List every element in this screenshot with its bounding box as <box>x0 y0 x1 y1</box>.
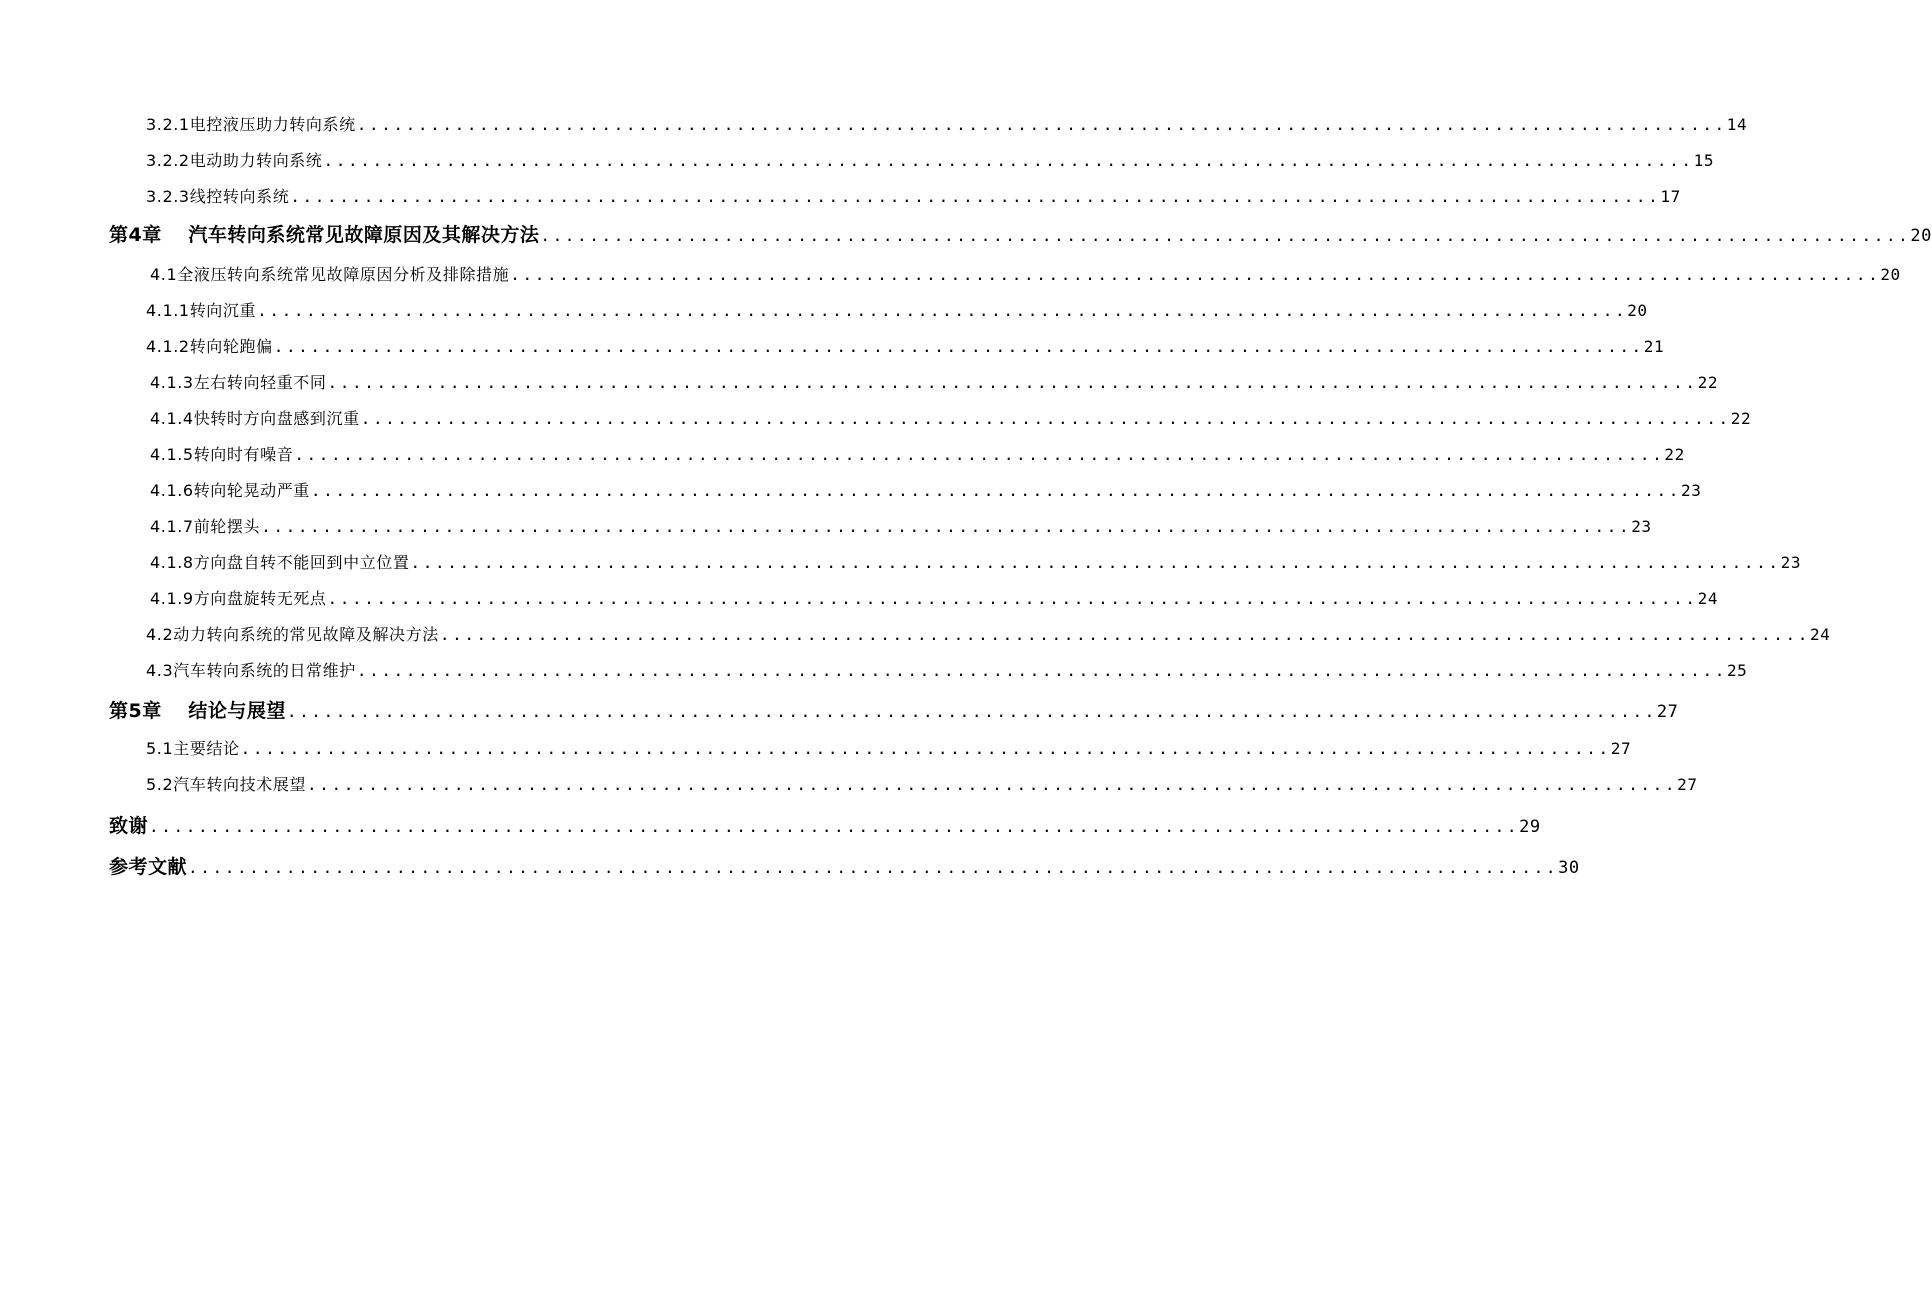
toc-entry-page: 22 <box>1697 373 1719 392</box>
dot-leader: ................................................................................................................ <box>290 187 1661 206</box>
toc-entry-page: 25 <box>1726 661 1748 680</box>
dot-leader: ................................................................................................................ <box>149 817 1520 836</box>
toc-entry-page: 24 <box>1697 589 1719 608</box>
toc-entry-3-2-2 <box>146 148 1715 171</box>
toc-entry-4-1-8 <box>150 550 1802 573</box>
toc-entry-page: 20 <box>1880 265 1901 284</box>
toc-entry-label: 4.1.7前轮摆头 <box>150 517 261 536</box>
dot-leader: ................................................................................................................ <box>540 226 1911 245</box>
toc-entry-label: 5.1主要结论 <box>146 739 240 758</box>
toc-entry-label: 4.1.3左右转向轻重不同 <box>150 373 327 392</box>
toc-entry-4-1-9 <box>150 586 1719 609</box>
toc-chapter-5 <box>109 696 1679 723</box>
toc-entry-page: 27 <box>1677 775 1698 794</box>
toc-entry-label: 第5章 结论与展望 <box>109 700 286 722</box>
toc-entry-page: 27 <box>1656 702 1679 722</box>
toc-entry-label: 第4章 汽车转向系统常见故障原因及其解决方法 <box>109 224 540 246</box>
dot-leader: ................................................................................................................ <box>327 589 1698 608</box>
toc-entry-page: 27 <box>1610 739 1632 758</box>
dot-leader: ................................................................................................................ <box>240 739 1611 758</box>
toc-entry-label: 4.1全液压转向系统常见故障原因分析及排除措施 <box>150 265 510 284</box>
toc-entry-label: 3.2.1电控液压助力转向系统 <box>146 115 356 134</box>
toc-acknowledgements <box>109 811 1541 838</box>
toc-entry-label: 3.2.2电动助力转向系统 <box>146 151 323 170</box>
dot-leader: ................................................................................................................ <box>327 373 1698 392</box>
toc-chapter-4 <box>109 220 1932 247</box>
dot-leader: ................................................................................................................ <box>286 702 1657 721</box>
toc-entry-page: 23 <box>1780 553 1802 572</box>
toc-references <box>109 852 1580 879</box>
toc-entry-label: 4.1.2转向轮跑偏 <box>146 337 273 356</box>
toc-entry-page: 30 <box>1558 858 1580 878</box>
toc-entry-label: 参考文献 <box>109 856 188 878</box>
toc-entry-4-1-3 <box>150 370 1719 393</box>
dot-leader: ................................................................................................................ <box>294 445 1665 464</box>
toc-entry-label: 4.1.9方向盘旋转无死点 <box>150 589 327 608</box>
toc-entry-label: 4.1.1转向沉重 <box>146 301 257 320</box>
dot-leader: ................................................................................................................ <box>510 265 1881 284</box>
toc-entry-4-3 <box>146 658 1748 681</box>
dot-leader: ................................................................................................................ <box>257 301 1628 320</box>
toc-entry-label: 3.2.3线控转向系统 <box>146 187 290 206</box>
toc-entry-label: 5.2汽车转向技术展望 <box>146 775 307 794</box>
toc-entry-label: 4.1.8方向盘自转不能回到中立位置 <box>150 553 410 572</box>
dot-leader: ................................................................................................................ <box>310 481 1681 500</box>
dot-leader: ................................................................................................................ <box>410 553 1781 572</box>
dot-leader: ................................................................................................................ <box>307 775 1678 794</box>
toc-entry-5-1 <box>146 736 1632 759</box>
toc-entry-4-1-5 <box>150 442 1685 465</box>
toc-entry-4-1-6 <box>150 478 1702 501</box>
toc-entry-page: 15 <box>1693 151 1715 170</box>
toc-entry-4-1-1 <box>146 298 1648 321</box>
toc-entry-page: 23 <box>1681 481 1702 500</box>
toc-entry-page: 14 <box>1726 115 1748 134</box>
toc-entry-5-2 <box>146 772 1698 795</box>
toc-entry-label: 4.2动力转向系统的常见故障及解决方法 <box>146 625 439 644</box>
dot-leader: ................................................................................................................ <box>273 337 1644 356</box>
toc-entry-3-2-3 <box>146 184 1681 207</box>
dot-leader: ................................................................................................................ <box>261 517 1632 536</box>
toc-entry-page: 22 <box>1730 409 1752 428</box>
toc-entry-page: 17 <box>1660 187 1681 206</box>
dot-leader: ................................................................................................................ <box>360 409 1731 428</box>
toc-entry-4-1-7 <box>150 514 1652 537</box>
dot-leader: ................................................................................................................ <box>439 625 1810 644</box>
toc-entry-4-1-4 <box>150 406 1752 429</box>
dot-leader: ................................................................................................................ <box>356 115 1727 134</box>
toc-entry-label: 4.1.6转向轮晃动严重 <box>150 481 310 500</box>
toc-entry-label: 4.1.5转向时有噪音 <box>150 445 294 464</box>
toc-entry-3-2-1 <box>146 112 1748 135</box>
toc-entry-label: 4.1.4快转时方向盘感到沉重 <box>150 409 360 428</box>
toc-entry-page: 20 <box>1627 301 1648 320</box>
dot-leader: ................................................................................................................ <box>188 858 1559 877</box>
dot-leader: ................................................................................................................ <box>356 661 1727 680</box>
toc-entry-page: 24 <box>1809 625 1831 644</box>
dot-leader: ................................................................................................................ <box>323 151 1694 170</box>
toc-entry-4-1 <box>150 262 1901 285</box>
toc-entry-label: 4.3汽车转向系统的日常维护 <box>146 661 356 680</box>
toc-entry-page: 22 <box>1664 445 1685 464</box>
toc-entry-page: 29 <box>1519 817 1541 837</box>
toc-entry-page: 20 <box>1910 226 1932 246</box>
toc-entry-4-2 <box>146 622 1831 645</box>
toc-entry-page: 23 <box>1631 517 1652 536</box>
toc-entry-label: 致谢 <box>109 815 149 837</box>
toc-entry-4-1-2 <box>146 334 1665 357</box>
toc-entry-page: 21 <box>1643 337 1665 356</box>
